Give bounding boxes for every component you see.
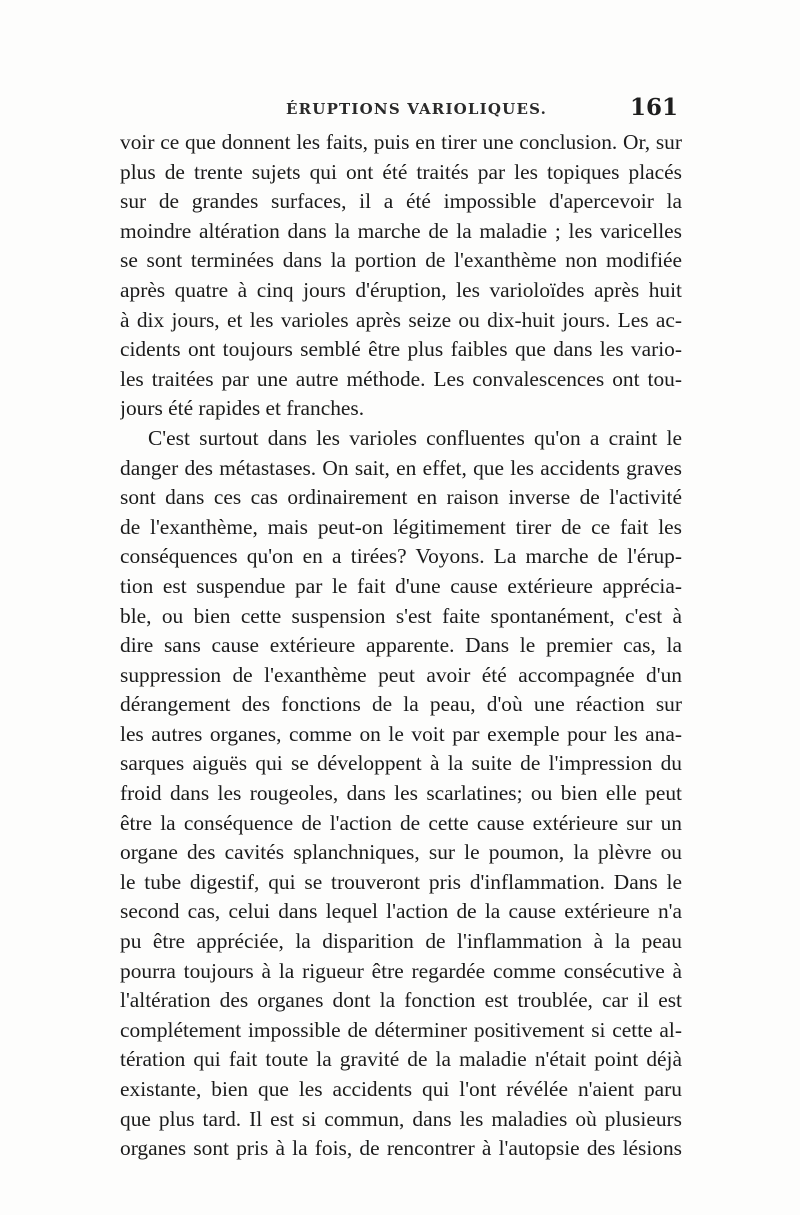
text-line: être la conséquence de l'action de cette cause extérieure sur un	[120, 810, 682, 835]
text-line: pourra toujours à la rigueur être regardée comme consécutive à	[120, 958, 682, 983]
page-number: 161	[629, 94, 678, 121]
text-line: sont dans ces cas ordinairement en raison inverse de l'activité	[120, 485, 682, 510]
text-line: les autres organes, comme on le voit par exemple pour les ana-	[120, 721, 682, 746]
text-line: après quatre à cinq jours d'éruption, les varioloïdes après huit	[120, 277, 682, 302]
text-line: le tube digestif, qui se trouveront pris d'inflammation. Dans le	[120, 869, 682, 894]
text-line: voir ce que donnent les faits, puis en tirer une conclusion. Or, sur	[120, 130, 682, 154]
page-header	[120, 96, 682, 126]
text-line: suppression de l'exanthème peut avoir été accompagnée d'un	[120, 662, 682, 687]
text-line: de l'exanthème, mais peut-on légitimement tirer de ce fait les	[120, 514, 682, 539]
text-line: tion est suspendue par le fait d'une cause extérieure apprécia-	[120, 573, 682, 598]
text-line: organes sont pris à la fois, de rencontrer à l'autopsie des lésions	[120, 1136, 682, 1161]
text-line: dire sans cause extérieure apparente. Dans le premier cas, la	[120, 633, 682, 658]
text-line: les traitées par une autre méthode. Les convalescences ont tou-	[120, 366, 682, 391]
body-text	[120, 128, 682, 1164]
running-title: ÉRUPTIONS VARIOLIQUES.	[286, 100, 547, 118]
text-line: second cas, celui dans lequel l'action de la cause extérieure n'a	[120, 899, 682, 924]
text-line: cidents ont toujours semblé être plus faibles que dans les vario-	[120, 337, 682, 362]
text-line: complétement impossible de déterminer positivement si cette al-	[120, 1017, 682, 1042]
text-line: plus de trente sujets qui ont été traités par les topiques placés	[120, 159, 682, 184]
text-line: que plus tard. Il est si commun, dans les maladies où plusieurs	[120, 1106, 682, 1131]
text-line: existante, bien que les accidents qui l'ont révélée n'aient paru	[120, 1077, 682, 1101]
text-line: se sont terminées dans la portion de l'exanthème non modifiée	[120, 248, 682, 273]
text-line: moindre altération dans la marche de la maladie ; les varicelles	[120, 218, 682, 243]
text-line: pu être appréciée, la disparition de l'inflammation à la peau	[120, 929, 682, 954]
text-line: conséquences qu'on en a tirées? Voyons. La marche de l'érup-	[120, 544, 682, 569]
text-line: sur de grandes surfaces, il a été impossible d'apercevoir la	[120, 189, 682, 214]
text-line: danger des métastases. On sait, en effet, que les accidents graves	[120, 455, 682, 480]
text-line: à dix jours, et les varioles après seize ou dix-huit jours. Les ac-	[120, 307, 682, 332]
text-line: ble, ou bien cette suspension s'est faite spontanément, c'est à	[120, 603, 682, 628]
text-line: l'altération des organes dont la fonction est troublée, car il est	[120, 988, 682, 1013]
text-line: organe des cavités splanchniques, sur le poumon, la plèvre ou	[120, 840, 682, 865]
text-line: dérangement des fonctions de la peau, d'où une réaction sur	[120, 692, 682, 717]
text-line: sarques aiguës qui se développent à la suite de l'impression du	[120, 751, 682, 776]
paragraph-start-line: C'est surtout dans les varioles confluentes qu'on a craint le	[148, 425, 682, 450]
text-line: tération qui fait toute la gravité de la maladie n'était point déjà	[120, 1047, 682, 1072]
paragraph-end-line: jours été rapides et franches.	[120, 396, 365, 421]
text-line: froid dans les rougeoles, dans les scarlatines; ou bien elle peut	[120, 781, 682, 806]
